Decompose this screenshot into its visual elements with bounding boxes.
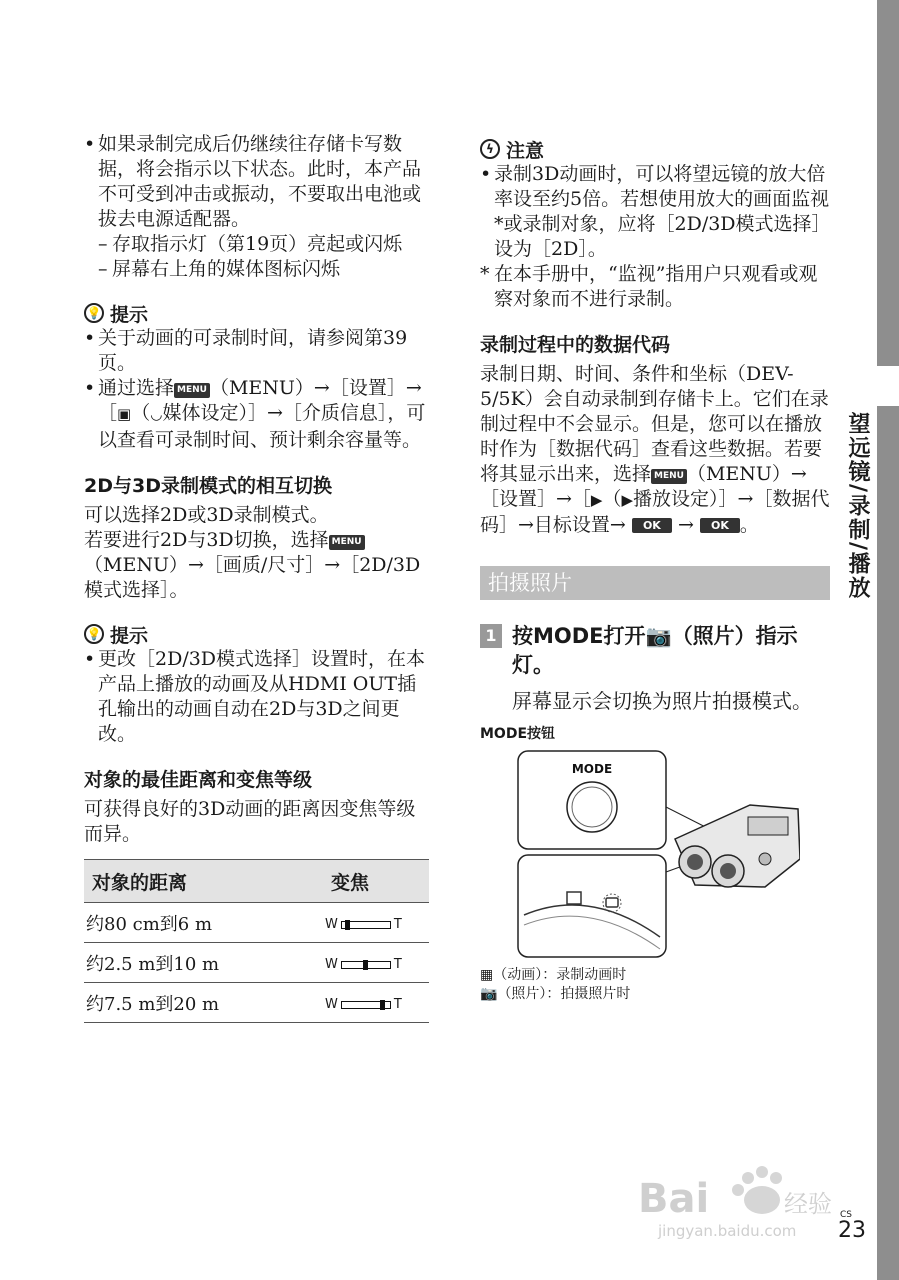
paragraph-text: （MENU）→［设置］→［ <box>480 463 807 510</box>
distance-cell: 约7.5 m到20 m <box>84 983 323 1023</box>
table-row <box>84 943 429 983</box>
zoom-tele-label: T <box>393 957 402 972</box>
paragraph-text: → <box>677 514 694 536</box>
menu-button-icon: MENU <box>651 469 687 484</box>
mode-label: MODE <box>571 762 613 776</box>
baidu-watermark-logo <box>638 1150 848 1240</box>
movie-icon: ▦ <box>480 967 494 983</box>
section-2d3d-paragraph: 可以选择2D或3D录制模式。 <box>84 504 329 526</box>
zoom-cell <box>323 943 429 983</box>
paragraph-text: （ <box>602 488 622 510</box>
step-number: 1 <box>480 624 502 648</box>
mode-button-caption: MODE按钮 <box>480 726 556 742</box>
zoom-wide-label: W <box>325 917 338 932</box>
hint-item-text: （MENU）→［设置］→［ <box>98 377 422 424</box>
playback-icon: ▶ <box>590 491 603 509</box>
hint-item-text: 媒体设定）］→［介质信息］，可以查看可录制时间、预计剩余容量等。 <box>98 402 426 451</box>
caution-icon: ϟ <box>480 139 500 159</box>
distance-paragraph: 可获得良好的3D动画的距离因变焦等级而异。 <box>84 798 416 845</box>
playback-icon: ▶ <box>621 491 634 509</box>
zoom-tele-label: T <box>393 997 402 1012</box>
menu-button-icon: MENU <box>329 535 365 550</box>
section-2d3d-paragraph <box>84 528 434 603</box>
svg-text:jingyan.baidu.com: jingyan.baidu.com <box>658 1222 797 1240</box>
zoom-wide-label: W <box>325 997 338 1012</box>
ok-button-icon: OK <box>632 518 672 533</box>
hint-item: • 关于动画的可录制时间，请参阅第39页。 <box>84 327 408 374</box>
hint-item-text: （ <box>131 402 151 424</box>
column-header-distance: 对象的距离 <box>84 860 323 903</box>
datacode-section-title: 录制过程中的数据代码 <box>480 334 671 356</box>
zoom-track <box>341 961 391 969</box>
datacode-paragraph <box>480 362 830 538</box>
zoom-cell <box>323 983 429 1023</box>
side-tab-highlight <box>877 366 899 406</box>
legend-movie <box>480 966 830 985</box>
camera-icon: 📷 <box>480 986 498 1002</box>
camera-illustration <box>480 747 800 962</box>
note-item: • 录制3D动画时，可以将望远镜的放大倍率设至约5倍。若想使用放大的画面监视*或录制对象，应将［2D/3D模式选择］设为［2D］。 <box>480 163 830 260</box>
side-tab-bar <box>877 0 899 1280</box>
dash-text: 屏幕右上角的媒体图标闪烁 <box>112 258 341 280</box>
paragraph-text: （MENU）→［画质/尺寸］→［2D/3D模式选择］。 <box>84 554 421 601</box>
note-footnote-text: 在本手册中，“监视”指用户只观看或观察对象而不进行录制。 <box>494 263 818 310</box>
hint-item: • 更改［2D/3D模式选择］设置时，在本产品上播放的动画及从HDMI OUT插孔输出的动画自动在2D与3D之间更改。 <box>84 648 426 745</box>
recording-icon: ▣ <box>117 405 132 423</box>
paragraph-text: 播放设定）］→［数据代码］→目标设置→ <box>480 488 830 536</box>
media-icon: ◡ <box>150 407 163 423</box>
paragraph-text: 。 <box>739 514 759 536</box>
legend-photo <box>480 985 830 1004</box>
column-header-zoom: 变焦 <box>323 860 429 903</box>
page-number <box>838 1210 866 1243</box>
distance-zoom-table <box>84 859 429 1023</box>
dash-item-media-icon: – 屏幕右上角的媒体图标闪烁 <box>98 258 341 280</box>
svg-text:Bai: Bai <box>638 1176 710 1222</box>
step-1 <box>480 622 830 715</box>
step-description: 屏幕显示会切换为照片拍摄模式。 <box>512 689 812 713</box>
legend-text: （动画）：录制动画时 <box>493 967 627 983</box>
step-title <box>512 622 830 680</box>
zoom-thumb <box>345 920 350 930</box>
distance-cell: 约80 cm到6 m <box>84 903 323 943</box>
lightbulb-icon: 💡 <box>84 303 104 323</box>
zoom-cell <box>323 903 429 943</box>
bullet-text: 如果录制完成后仍继续往存储卡写数据，将会指示以下状态。此时，本产品不可受到冲击或振动，不要取出电池或拔去电源适配器。 <box>98 133 422 230</box>
hint-title: 提示 <box>110 303 149 326</box>
hint-heading <box>84 300 434 326</box>
distance-section-title: 对象的最佳距离和变焦等级 <box>84 769 313 791</box>
bullet-recording-warning: • 如果录制完成后仍继续往存储卡写数据，将会指示以下状态。此时，本产品不可受到冲击或振动，不要取出电池或拔去电源适配器。 <box>84 133 422 230</box>
lightbulb-icon: 💡 <box>84 624 104 644</box>
paragraph-text: 录制日期、时间、条件和坐标（DEV-5/5K）会自动录制到存储卡上。它们在录制过程中不会显示。但是，您可以在播放时作为［数据代码］查看这些数据。若要将其显示出来，选择 <box>480 363 829 485</box>
zoom-track <box>341 921 391 929</box>
dash-text: 存取指示灯（第19页）亮起或闪烁 <box>112 233 403 255</box>
note-title: 注意 <box>506 139 545 162</box>
hint-item-text: 通过选择 <box>98 377 175 399</box>
hint-heading <box>84 621 434 647</box>
photo-section-header: 拍摄照片 <box>480 566 830 600</box>
zoom-track <box>341 1001 391 1009</box>
page-number-text: 23 <box>838 1218 866 1243</box>
zoom-thumb <box>363 960 368 970</box>
menu-button-icon: MENU <box>174 383 210 398</box>
hint-title: 提示 <box>110 624 149 647</box>
note-item-text: 录制3D动画时，可以将望远镜的放大倍率设至约5倍。若想使用放大的画面监视*或录制对象，应将［2D/3D模式选择］设为［2D］。 <box>494 163 830 260</box>
note-heading <box>480 136 830 162</box>
paragraph-text: 若要进行2D与3D切换，选择 <box>84 529 329 551</box>
zoom-wide-label: W <box>325 957 338 972</box>
page-language-code: CS <box>840 1210 852 1220</box>
section-2d3d-title: 2D与3D录制模式的相互切换 <box>84 475 332 497</box>
note-footnote: * 在本手册中，“监视”指用户只观看或观察对象而不进行录制。 <box>480 263 818 310</box>
table-row <box>84 903 429 943</box>
zoom-indicator <box>325 997 402 1012</box>
legend-text: （照片）：拍摄照片时 <box>497 986 631 1002</box>
table-header-row <box>84 860 429 903</box>
left-column <box>84 132 434 1023</box>
hint-item-text: 更改［2D/3D模式选择］设置时，在本产品上播放的动画及从HDMI OUT插孔输出的动画自动在2D与3D之间更改。 <box>98 648 426 745</box>
table-row <box>84 983 429 1023</box>
step-title-text: 按MODE打开 <box>512 624 646 648</box>
zoom-tele-label: T <box>393 917 402 932</box>
side-title: 望远镜/录制/播放 <box>845 412 870 601</box>
step-title-text: （照片）指示灯。 <box>512 624 798 677</box>
zoom-indicator <box>325 957 402 972</box>
hint-item: • 通过选择 MENU （MENU）→［设置］→［▣（◡媒体设定）］→［介质信息］，可以查看可录制时间、预计剩余容量等。 <box>84 377 426 451</box>
distance-cell: 约2.5 m到10 m <box>84 943 323 983</box>
zoom-indicator <box>325 917 402 932</box>
svg-text:经验: 经验 <box>784 1190 832 1218</box>
camera-icon: 📷 <box>645 624 672 648</box>
zoom-thumb <box>380 1000 385 1010</box>
right-column <box>480 132 830 1004</box>
hint-item-text: 关于动画的可录制时间，请参阅第39页。 <box>98 327 408 374</box>
dash-item-access-lamp: – 存取指示灯（第19页）亮起或闪烁 <box>98 233 403 255</box>
ok-button-icon: OK <box>700 518 740 533</box>
